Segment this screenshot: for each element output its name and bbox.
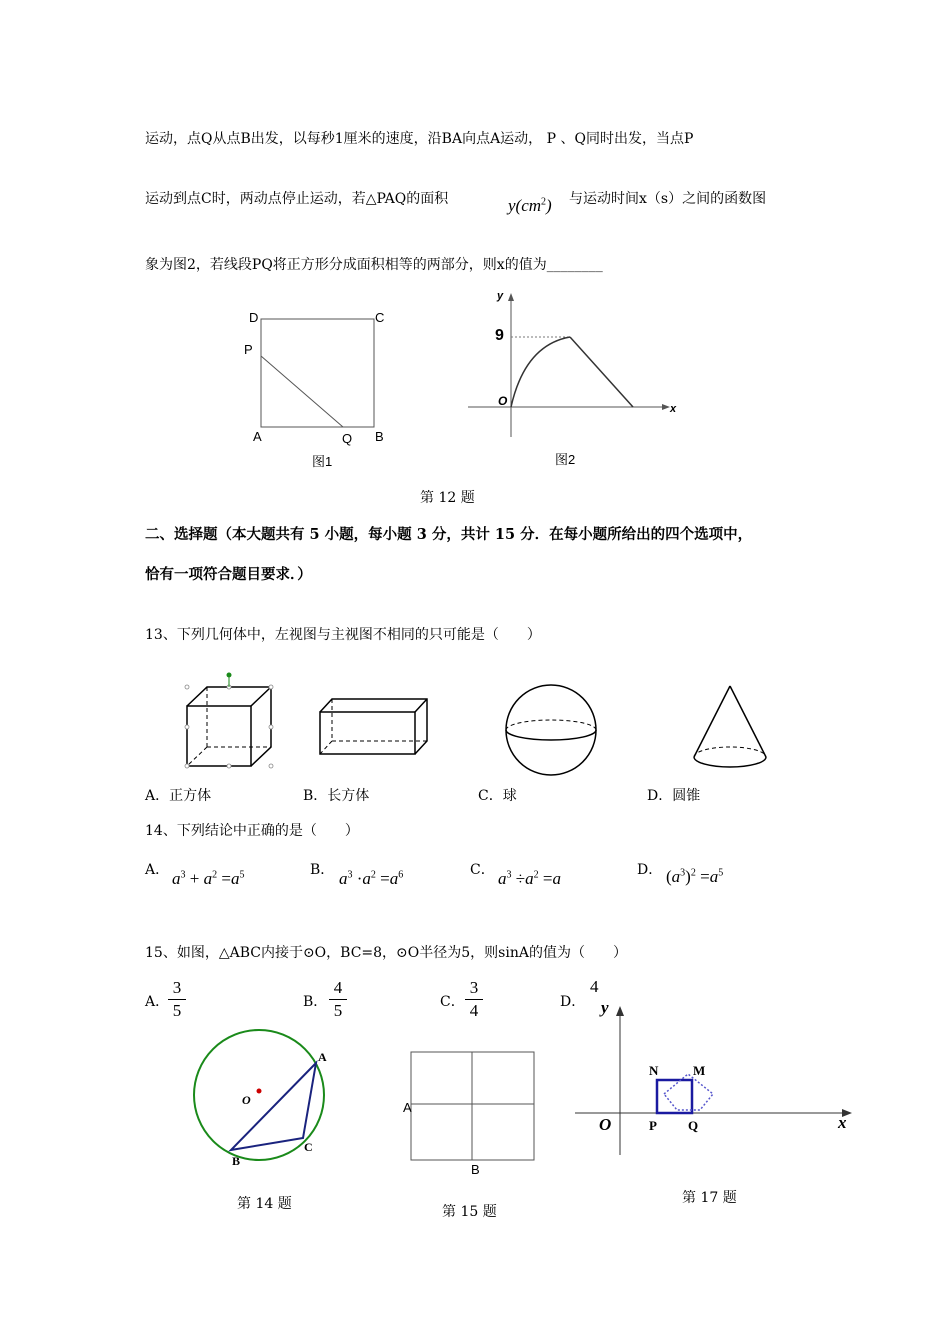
fig2-label-peak: 9 bbox=[495, 327, 504, 344]
fig14-label-c: C bbox=[304, 1140, 313, 1154]
fig17-caption: 第 17 题 bbox=[682, 1190, 737, 1206]
p12-line2a: 运动到点C时，两动点停止运动，若△PAQ的面积 bbox=[145, 191, 449, 207]
fig2-label-origin: O bbox=[498, 394, 508, 408]
fig1-label-d: D bbox=[249, 310, 259, 325]
fig17-label-m: M bbox=[693, 1063, 706, 1078]
fig14-caption: 第 14 题 bbox=[237, 1196, 292, 1212]
fig17-y-arrow bbox=[616, 1006, 624, 1016]
q15-fraction-c: 3 4 bbox=[465, 978, 483, 1021]
fig15-label-b: B bbox=[471, 1162, 480, 1177]
q15-letter-d: D． bbox=[560, 994, 586, 1010]
q13-option-c: C．球 bbox=[478, 788, 517, 804]
fig14-label-o: O bbox=[242, 1093, 251, 1107]
fig17-label-q: Q bbox=[688, 1118, 699, 1133]
fig1-caption: 图1 bbox=[312, 454, 333, 469]
p12-caption: 第 12 题 bbox=[420, 490, 475, 506]
section2-heading-line2: 恰有一项符合题目要求．） bbox=[145, 566, 312, 583]
fig1-label-c: C bbox=[375, 310, 385, 325]
q15-fraction-b: 4 5 bbox=[329, 978, 347, 1021]
p12-area-expression: $y(cm^2)$ bbox=[508, 196, 552, 215]
q14-letter-a: A． bbox=[145, 862, 170, 878]
p12-line1: 运动，点Q从点B出发，以每秒1厘米的速度，沿BA向点A运动， P 、Q同时出发，当点P bbox=[145, 131, 694, 147]
q15-letter-b: B． bbox=[303, 994, 328, 1010]
fig17-label-o: O bbox=[599, 1115, 612, 1134]
fig17-label-p: P bbox=[649, 1118, 657, 1133]
q15-fraction-a: 3 5 bbox=[168, 978, 186, 1021]
q14-formula-a: $a^3 + a^2 =a^5$ bbox=[172, 869, 245, 888]
fig15-label-a: A bbox=[403, 1100, 412, 1115]
fig2-caption: 图2 bbox=[555, 452, 576, 467]
fig17-label-y: y bbox=[601, 998, 609, 1017]
q15-stem: 15、如图，△ABC内接于⊙O，BC=8，⊙O半径为5，则sinA的值为（ ） bbox=[145, 945, 627, 961]
q14-letter-d: D． bbox=[637, 862, 663, 878]
q15-letter-c: C． bbox=[440, 994, 465, 1010]
fig14-label-b: B bbox=[232, 1154, 241, 1168]
q14-formula-c: $a^3 \div a^2 =a$ bbox=[498, 869, 561, 888]
p12-line3: 象为图2，若线段PQ将正方形分成面积相等的两部分，则x的值为________ bbox=[145, 257, 603, 273]
q13-option-a: A．正方体 bbox=[145, 788, 212, 804]
fig1-label-q: Q bbox=[342, 431, 353, 446]
p12-line2b: 与运动时间x（s）之间的函数图 bbox=[569, 191, 767, 207]
fig14-label-a: A bbox=[318, 1050, 327, 1064]
q14-letter-b: B． bbox=[310, 862, 335, 878]
fig2-label-x: x bbox=[670, 403, 677, 415]
q15-option-d-value: 4 bbox=[590, 977, 599, 996]
fig1-label-b: B bbox=[375, 429, 384, 444]
fig17-label-x: x bbox=[838, 1113, 847, 1132]
fig15-caption: 第 15 题 bbox=[442, 1204, 497, 1220]
q14-formula-d: $(a^3)^2 =a^5$ bbox=[666, 867, 724, 886]
q14-stem: 14、下列结论中正确的是（ ） bbox=[145, 823, 359, 839]
q13-option-b: B．长方体 bbox=[303, 788, 370, 804]
q14-formula-b: $a^3 \cdot a^2 =a^6$ bbox=[339, 869, 404, 888]
fig1-label-a: A bbox=[253, 429, 262, 444]
q13-option-d: D．圆锥 bbox=[647, 788, 701, 804]
fig1-label-p: P bbox=[244, 342, 253, 357]
q14-letter-c: C． bbox=[470, 862, 495, 878]
fig2-label-y: y bbox=[497, 290, 504, 302]
q15-letter-a: A． bbox=[145, 994, 170, 1010]
q13-stem: 13、下列几何体中，左视图与主视图不相同的只可能是（ ） bbox=[145, 627, 541, 643]
fig17-label-n: N bbox=[649, 1063, 659, 1078]
section2-heading-line1: 二、选择题（本大题共有 5 小题，每小题 3 分，共计 15 分．在每小题所给出的四个选项中， bbox=[145, 526, 753, 543]
